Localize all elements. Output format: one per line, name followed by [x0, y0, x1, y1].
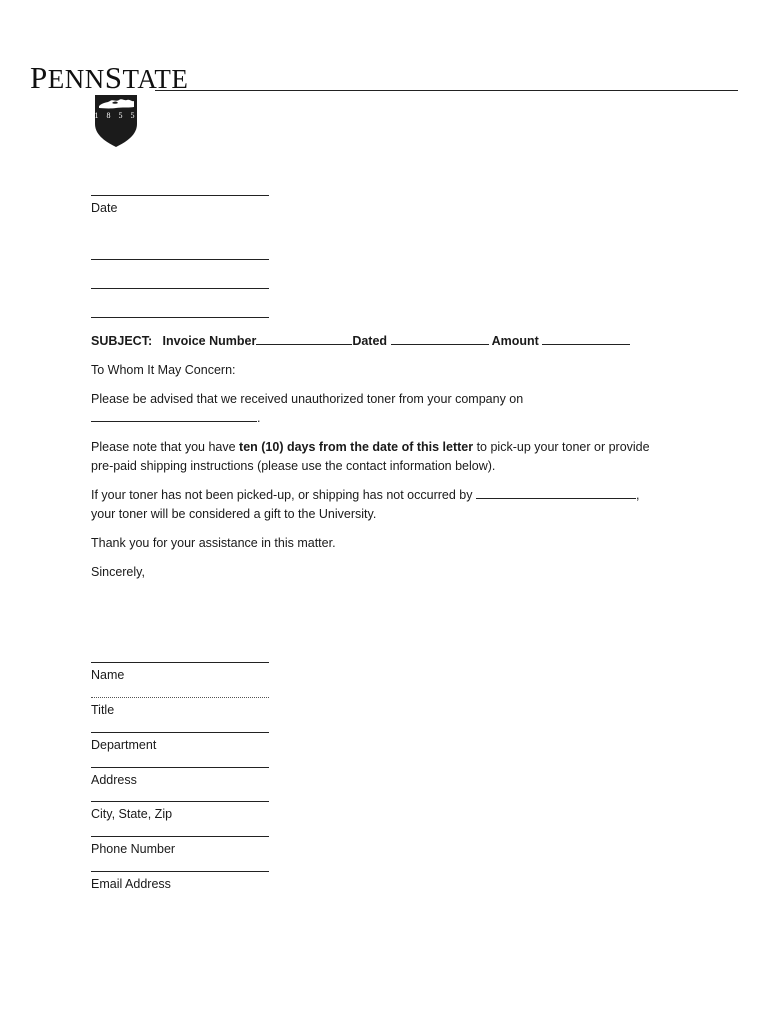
pickup-end: ,	[635, 488, 640, 502]
title-line[interactable]	[91, 697, 269, 698]
pickup-line-2: your toner will be considered a gift to the University.	[91, 507, 377, 521]
department-label: Department	[91, 738, 157, 752]
pickup-deadline-field[interactable]	[476, 486, 636, 499]
pickup-line-1	[91, 486, 639, 504]
email-label: Email Address	[91, 877, 171, 891]
salutation: To Whom It May Concern:	[91, 363, 236, 377]
address-label: Address	[91, 773, 137, 787]
header-rule	[155, 90, 738, 91]
thanks-text: Thank you for your assistance in this matter.	[91, 536, 336, 550]
phone-line[interactable]	[91, 836, 269, 837]
title-label: Title	[91, 703, 115, 717]
city-state-zip-label: City, State, Zip	[91, 807, 173, 821]
date-label: Date	[91, 201, 118, 215]
city-state-zip-line[interactable]	[91, 801, 269, 802]
note-line-2: pre-paid shipping instructions (please use the contact information below).	[91, 459, 496, 473]
pickup-pre: If your toner has not been picked-up, or shipping has not occurred by	[91, 488, 473, 502]
name-line[interactable]	[91, 662, 269, 663]
note-line-1	[91, 438, 650, 456]
email-line[interactable]	[91, 871, 269, 872]
department-line[interactable]	[91, 732, 269, 733]
advised-date-row	[91, 409, 260, 427]
note-bold: ten (10) days from the date of this letter	[239, 440, 474, 454]
amount-label: Amount	[491, 334, 539, 348]
address-line[interactable]	[91, 767, 269, 768]
name-label: Name	[91, 668, 125, 682]
advised-text: Please be advised that we received unauthorized toner from your company on	[91, 392, 524, 406]
recipient-line-3[interactable]	[91, 317, 269, 318]
date-line[interactable]	[91, 195, 269, 196]
note-pre: Please note that you have	[91, 440, 240, 454]
seal-year: 1 8 5 5	[94, 111, 138, 120]
invoice-number-field[interactable]	[256, 332, 352, 345]
subject-line	[91, 332, 630, 350]
received-date-field[interactable]	[91, 409, 257, 422]
amount-field[interactable]	[542, 332, 630, 345]
recipient-line-2[interactable]	[91, 288, 269, 289]
phone-label: Phone Number	[91, 842, 176, 856]
dated-label: Dated	[352, 334, 388, 348]
closing-text: Sincerely,	[91, 565, 145, 579]
note-post: to pick-up your toner or provide	[473, 440, 650, 454]
subject-label: SUBJECT:	[91, 334, 153, 348]
dated-field[interactable]	[391, 332, 489, 345]
advised-end: .	[257, 411, 261, 425]
pennstate-wordmark-logo: PENNSTATE	[30, 60, 189, 95]
invoice-number-label: Invoice Number	[162, 334, 257, 348]
shield-logo-icon	[94, 94, 138, 148]
recipient-line-1[interactable]	[91, 259, 269, 260]
